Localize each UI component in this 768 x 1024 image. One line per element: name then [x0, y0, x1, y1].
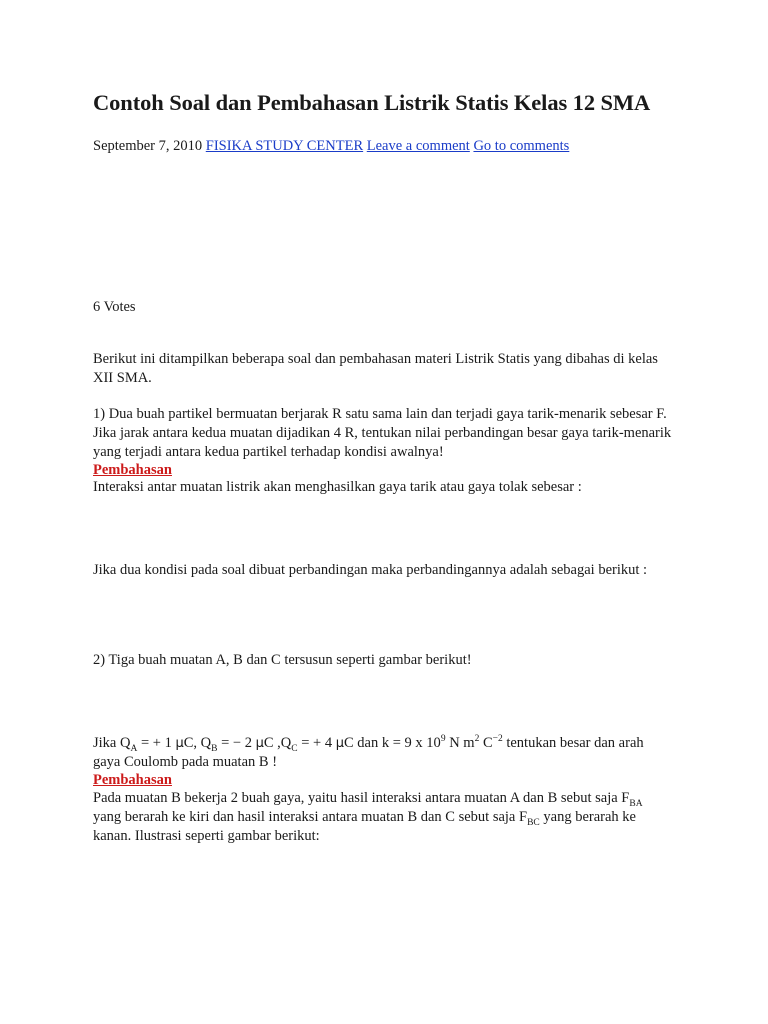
answer-1: Interaksi antar muatan listrik akan menghasilkan gaya tarik atau gaya tolak sebesar :	[93, 479, 582, 495]
pembahasan-label: Pembahasan	[93, 462, 172, 478]
post-meta	[93, 138, 569, 155]
pembahasan-heading-2	[93, 771, 673, 790]
question-1: 1) Dua buah partikel bermuatan berjarak R satu sama lain dan terjadi gaya tarik-menarik sebesar F. Jika jarak antara kedua muatan dijadikan 4 R, tentukan nilai perbandingan besar gaya tarik-menarik yang terjadi antara kedua partikel terhadap kondisi awalnya!	[93, 406, 672, 460]
intro-paragraph: Berikut ini ditampilkan beberapa soal dan pembahasan materi Listrik Statis yang dibahas di kelas XII SMA.	[93, 351, 658, 386]
pembahasan-label-2: Pembahasan	[93, 772, 172, 788]
question-2-tail: tentukan besar dan arah gaya Coulomb pada muatan B !	[93, 735, 644, 770]
leave-comment-link[interactable]: Leave a comment	[366, 138, 470, 154]
answer-2: Pada muatan B bekerja 2 buah gaya, yaitu hasil interaksi antara muatan A dan B sebut saja $F_{BA}$ yang berarah ke kiri dan hasil interaksi antara muatan B dan C sebut saja $F_{BC}$ yang berarah ke kanan. Ilustrasi seperti gambar berikut:	[93, 790, 643, 844]
go-to-comments-link[interactable]: Go to comments	[473, 138, 570, 154]
votes-count: 6 Votes	[93, 299, 136, 315]
answer-2-part2: yang berarah ke kiri dan hasil interaksi antara muatan B dan C sebut saja	[93, 809, 516, 825]
answer-2-part3: yang berarah ke kanan. Ilustrasi seperti gambar berikut:	[93, 809, 636, 844]
question-2: 2) Tiga buah muatan A, B dan C tersusun seperti gambar berikut!	[93, 652, 472, 668]
post-date: September 7, 2010	[93, 138, 203, 154]
answer-2-part1: Pada muatan B bekerja 2 buah gaya, yaitu hasil interaksi antara muatan A dan B sebut saja	[93, 790, 618, 806]
question-2-values: Jika $Q_A$ = + 1 μC, $Q_B$ = − 2 μC $,Q_C$ = + 4 μC dan k = 9 x $10^9$ N $m^2$ $C^{-2}$ tentukan besar dan arah gaya Coulomb pada muatan B !	[93, 734, 644, 770]
answer-1-compare: Jika dua kondisi pada soal dibuat perbandingan maka perbandingannya adalah sebagai berikut :	[93, 562, 648, 578]
page-title: Contoh Soal dan Pembahasan Listrik Statis Kelas 12 SMA	[93, 90, 651, 115]
author-link[interactable]: FISIKA STUDY CENTER	[205, 138, 364, 154]
